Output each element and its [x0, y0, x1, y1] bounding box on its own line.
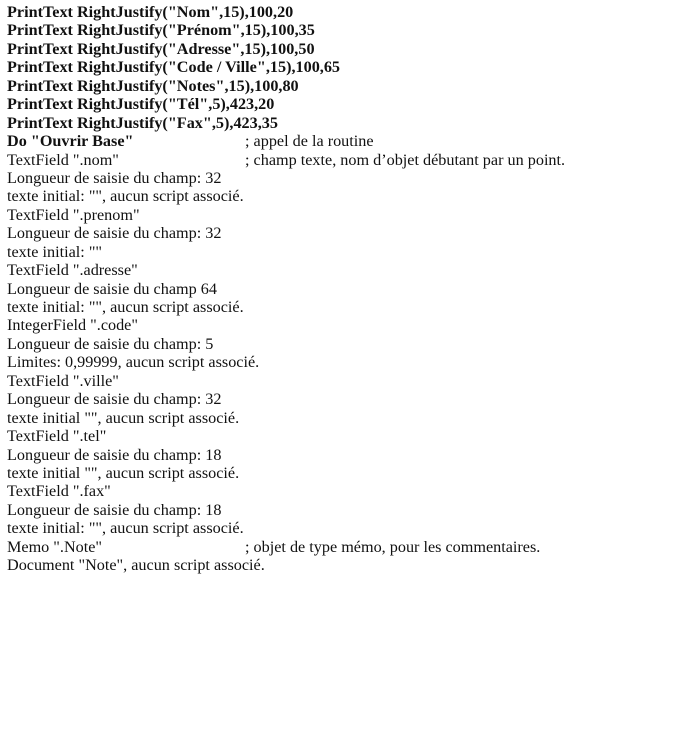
code-text: TextField ".nom": [7, 150, 119, 169]
code-line-print-code-ville: [7, 58, 697, 76]
code-text: Longueur de saisie du champ 64: [7, 279, 217, 298]
code-text: Do "Ouvrir Base": [7, 132, 134, 151]
code-text: Longueur de saisie du champ: 32: [7, 224, 222, 243]
code-text: TextField ".fax": [7, 482, 111, 501]
code-line: [7, 519, 697, 537]
code-text: PrintText RightJustify("Code / Ville",15),100,65: [7, 58, 341, 77]
code-text: PrintText RightJustify("Prénom",15),100,35: [7, 21, 315, 40]
code-line: [7, 280, 697, 298]
code-line-textfield-fax: [7, 482, 697, 500]
code-line-textfield-nom: [7, 151, 697, 169]
code-line: [7, 298, 697, 316]
code-text: TextField ".tel": [7, 427, 107, 446]
code-line-memo-note: [7, 538, 697, 556]
code-text: TextField ".adresse": [7, 261, 138, 280]
code-line: [7, 390, 697, 408]
code-line-integerfield-code: [7, 316, 697, 334]
code-line-textfield-adresse: [7, 261, 697, 279]
code-text: TextField ".ville": [7, 371, 119, 390]
code-line-print-fax: [7, 114, 697, 132]
code-text: texte initial: "": [7, 242, 103, 261]
code-comment: ; appel de la routine: [245, 132, 374, 151]
code-text: texte initial "", aucun script associé.: [7, 408, 240, 427]
code-line: [7, 243, 697, 261]
code-text: Longueur de saisie du champ: 32: [7, 390, 222, 409]
code-line-document-note: [7, 556, 697, 574]
code-listing: [7, 3, 697, 575]
code-text: texte initial: "", aucun script associé.: [7, 519, 244, 538]
code-text: Document "Note", aucun script associé.: [7, 556, 265, 575]
code-text: Limites: 0,99999, aucun script associé.: [7, 353, 260, 372]
code-text: PrintText RightJustify("Notes",15),100,80: [7, 76, 299, 95]
code-comment: ; objet de type mémo, pour les commentaires.: [245, 537, 541, 556]
code-line: [7, 464, 697, 482]
code-line-textfield-tel: [7, 427, 697, 445]
code-text: texte initial: "", aucun script associé.: [7, 187, 244, 206]
code-line-print-prenom: [7, 21, 697, 39]
code-line-print-nom: [7, 3, 697, 21]
code-text: Longueur de saisie du champ: 5: [7, 334, 214, 353]
code-text: PrintText RightJustify("Nom",15),100,20: [7, 3, 294, 21]
code-line-textfield-ville: [7, 372, 697, 390]
code-text: PrintText RightJustify("Fax",5),423,35: [7, 113, 278, 132]
code-text: PrintText RightJustify("Tél",5),423,20: [7, 95, 275, 114]
code-line-print-notes: [7, 77, 697, 95]
code-text: texte initial "", aucun script associé.: [7, 463, 240, 482]
code-line: [7, 409, 697, 427]
code-line-do-ouvrir-base: [7, 132, 697, 150]
code-line: [7, 446, 697, 464]
code-text: Longueur de saisie du champ: 32: [7, 168, 222, 187]
code-text: Longueur de saisie du champ: 18: [7, 445, 222, 464]
code-text: PrintText RightJustify("Adresse",15),100,50: [7, 39, 315, 58]
code-text: texte initial: "", aucun script associé.: [7, 298, 244, 316]
code-line-textfield-prenom: [7, 206, 697, 224]
code-line: [7, 335, 697, 353]
code-line: [7, 501, 697, 519]
code-line-print-adresse: [7, 40, 697, 58]
code-line: [7, 224, 697, 242]
code-line-print-tel: [7, 95, 697, 113]
code-text: TextField ".prenom": [7, 205, 140, 224]
code-line: [7, 353, 697, 371]
code-line: [7, 169, 697, 187]
code-text: Longueur de saisie du champ: 18: [7, 500, 222, 519]
code-comment: ; champ texte, nom d’objet débutant par un point.: [245, 150, 566, 169]
code-line: [7, 187, 697, 205]
code-text: IntegerField ".code": [7, 316, 138, 335]
code-text: Memo ".Note": [7, 537, 103, 556]
